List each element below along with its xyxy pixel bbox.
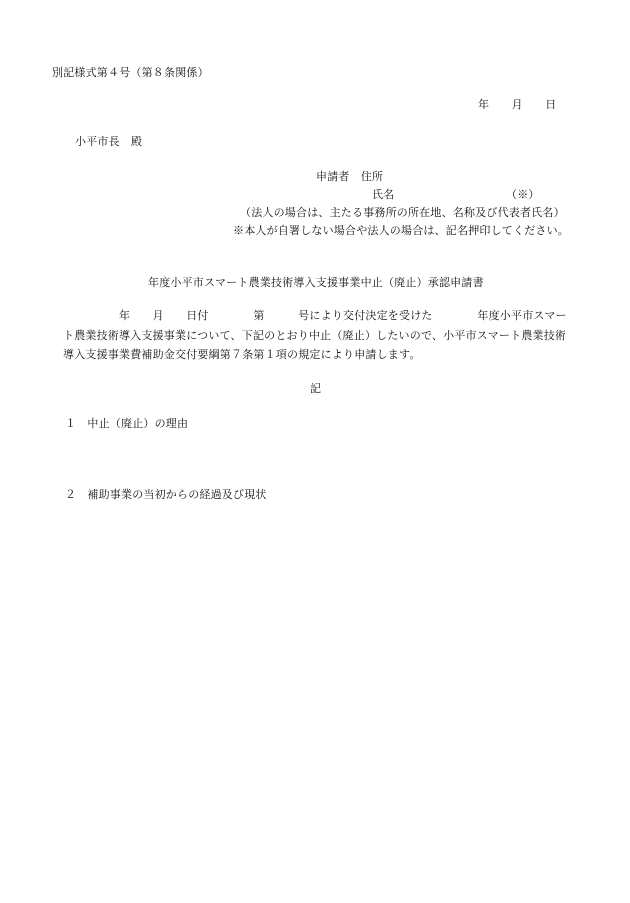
- addressee: 小平市長 殿: [75, 136, 143, 148]
- document-title: 年度小平市スマート農業技術導入支援事業中止（廃止）承認申請書: [148, 277, 484, 289]
- ki-heading: 記: [310, 383, 322, 395]
- body-line: 導入支援事業費補助金交付要綱第７条第１項の規定により申請します。: [63, 349, 421, 361]
- list-item: ２ 補助事業の当初からの経過及び現状: [65, 489, 267, 501]
- corporate-note: （法人の場合は、主たる事務所の所在地、名称及び代表者氏名）: [240, 207, 565, 219]
- list-item: １ 中止（廃止）の理由: [65, 418, 189, 430]
- seal-mark: （※）: [506, 189, 540, 201]
- applicant-address-label: 申請者 住所: [316, 171, 384, 183]
- applicant-name-label: 氏名: [372, 189, 395, 201]
- body-line: ト農業技術導入支援事業について、下記のとおり中止（廃止）したいので、小平市スマート農業技術: [63, 330, 567, 342]
- form-number-label: 別記様式第４号（第８条関係）: [52, 67, 209, 79]
- signature-note: ※本人が自署しない場合や法人の場合は、記名押印してください。: [233, 225, 569, 237]
- date-line: 年 月 日: [478, 99, 557, 111]
- body-line: 年 月 日付 第 号により交付決定を受けた 年度小平市スマー: [63, 310, 567, 322]
